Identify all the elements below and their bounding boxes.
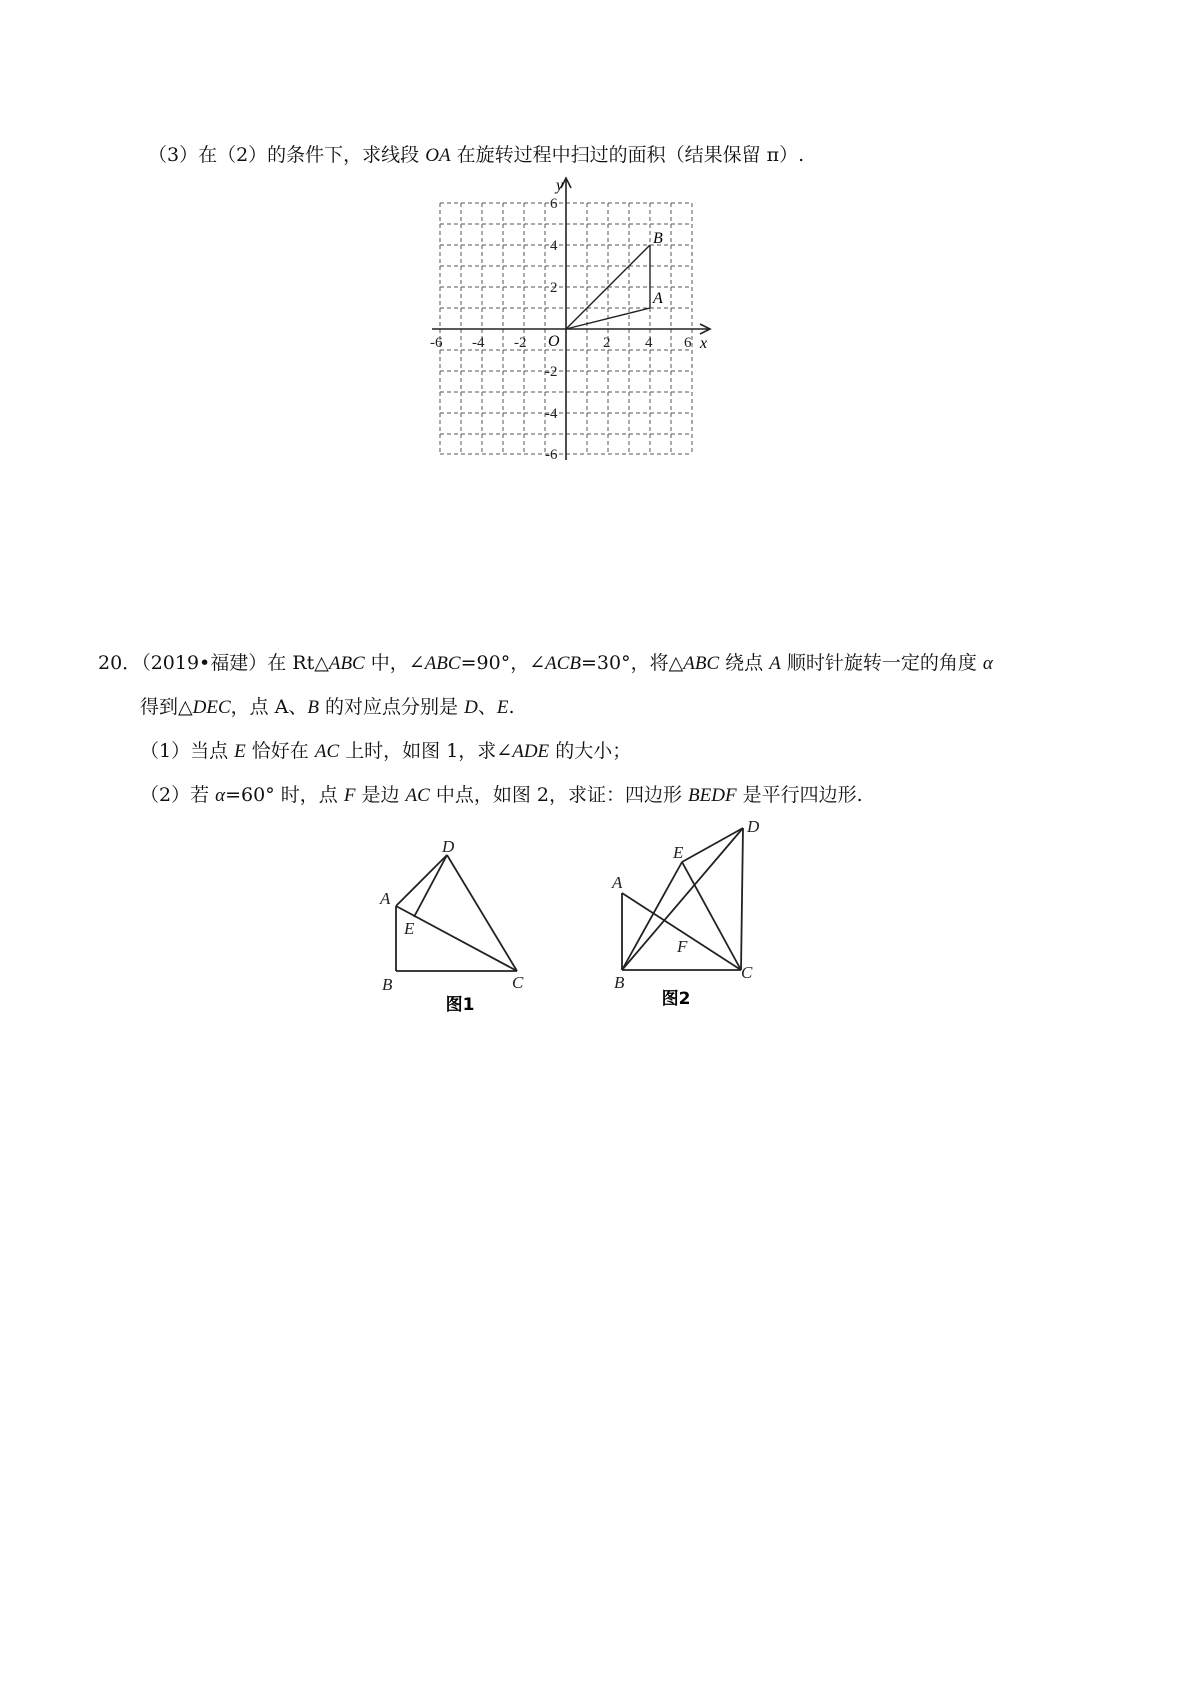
fig1-label-a: A [380,889,391,908]
y-tick-label: 2 [550,280,558,296]
fig2-label-e: E [673,843,684,862]
segment-oa: OA [425,145,451,166]
point-b-label: B [653,230,663,247]
y-axis-label: y [556,177,564,194]
fig1-caption: 图1 [445,995,475,1015]
point-a-label: A [653,290,663,307]
q20-part1: （1）当点 E 恰好在 AC 上时，如图 1，求∠ADE 的大小； [140,740,632,762]
y-tick-label: 6 [550,196,558,212]
fig1-label-b: B [382,975,393,994]
y-tick-label: -6 [545,447,558,462]
x-axis-label: x [700,335,708,352]
q19-part3-text: （3）在（2）的条件下，求线段 OA 在旋转过程中扫过的面积（结果保留 π）. [148,144,805,166]
x-tick-label: 2 [603,335,611,351]
fig2-label-d: D [747,817,760,836]
fig1-label-c: C [512,973,524,992]
q20-line1: 20．（2019•福建）在 Rt△ABC 中，∠ABC=90°，∠ACB=30°，将△ABC 绕点 A 顺时针旋转一定的角度 α [98,652,993,674]
y-tick-label: 4 [550,238,558,254]
origin-label: O [548,333,560,350]
fig2-label-f: F [677,937,688,956]
y-tick-label: -4 [545,406,558,422]
coordinate-grid-figure [420,172,730,462]
fig2-label-c: C [741,963,753,982]
q20-line2: 得到△DEC，点 A、B 的对应点分别是 D、E. [140,696,515,718]
q20-part2: （2）若 α=60° 时，点 F 是边 AC 中点，如图 2，求证：四边形 BEDF 是平行四边形. [140,784,863,806]
question-number: 20． [98,652,142,674]
fig2-caption: 图2 [661,989,691,1009]
x-tick-label: -2 [514,335,527,351]
figure-2 [600,810,780,1015]
x-tick-label: 4 [645,335,653,351]
y-tick-label: -2 [545,364,558,380]
x-tick-label: 6 [684,335,692,351]
fig1-label-e: E [404,919,415,938]
axes [432,178,710,460]
figure-1 [370,825,550,1015]
fig2-label-b: B [614,973,625,992]
fig2-label-a: A [612,873,623,892]
x-tick-label: -4 [472,335,485,351]
x-tick-label: -6 [430,335,443,351]
fig1-label-d: D [442,837,455,856]
